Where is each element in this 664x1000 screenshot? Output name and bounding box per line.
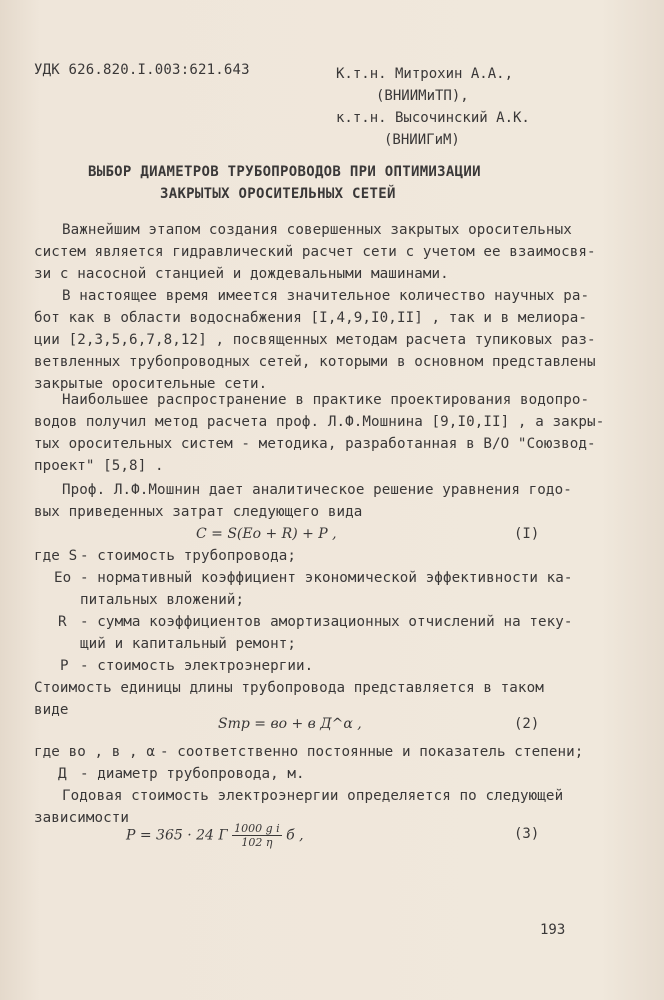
where-text: - диаметр трубопровода, м.	[80, 766, 305, 782]
where-symbol: R	[58, 614, 67, 630]
author-1-org: (ВНИИМиТП),	[376, 88, 469, 104]
author-2-org: (ВНИИГиМ)	[384, 132, 460, 148]
body-line: ветвленных трубопроводных сетей, которыми в основном представлены	[34, 354, 596, 370]
body-line: тых оросительных систем - методика, разработанная в В/О "Союзвод-	[34, 436, 596, 452]
where-text: - стоимость трубопровода;	[80, 548, 297, 564]
equation-3-right: б ,	[286, 827, 304, 844]
body-line: В настоящее время имеется значительное количество научных ра-	[62, 288, 590, 304]
equation-3-fraction	[232, 822, 282, 849]
equation-3-number: (3)	[514, 826, 540, 842]
equation-3-numerator: 1000 g i	[234, 822, 280, 835]
article-title-line-1: ВЫБОР ДИАМЕТРОВ ТРУБОПРОВОДОВ ПРИ ОПТИМИЗАЦИИ	[88, 164, 481, 180]
equation-2: Sтр = во + в Д^α ,	[218, 716, 362, 732]
where-text: питальных вложений;	[80, 592, 245, 608]
body-line: закрытые оросительные сети.	[34, 376, 268, 392]
author-2-name: к.т.н. Высочинский А.К.	[336, 110, 530, 126]
equation-3-left: P = 365 · 24 Г	[126, 827, 228, 844]
equation-1-number: (I)	[514, 526, 540, 542]
body-line: виде	[34, 702, 69, 718]
body-line: Наибольшее распространение в практике проектирования водопро-	[62, 392, 590, 408]
where-symbol: P	[60, 658, 69, 674]
equation-3-denominator: 102 η	[241, 836, 273, 849]
where-text: - сумма коэффициентов амортизационных отчислений на теку-	[80, 614, 573, 630]
author-1-name: К.т.н. Митрохин А.А.,	[336, 66, 514, 82]
where-symbol: Eo	[54, 570, 72, 586]
equation-2-number: (2)	[514, 716, 540, 732]
where-text: - стоимость электроэнергии.	[80, 658, 314, 674]
where-symbol: где во , в , α	[34, 744, 155, 760]
where-text: - нормативный коэффициент экономической эффективности ка-	[80, 570, 573, 586]
body-line: бот как в области водоснабжения [I,4,9,I0,II] , так и в мелиора-	[34, 310, 588, 326]
body-line: Стоимость единицы длины трубопровода представляется в таком	[34, 680, 544, 696]
body-line: Важнейшим этапом создания совершенных закрытых оросительных	[62, 222, 572, 238]
equation-3	[126, 822, 304, 849]
equation-1: C = S(Eo + R) + P ,	[196, 526, 337, 542]
body-line: водов получил метод расчета проф. Л.Ф.Мошнина [9,I0,II] , а закры-	[34, 414, 605, 430]
article-title-line-2: ЗАКРЫТЫХ ОРОСИТЕЛЬНЫХ СЕТЕЙ	[160, 186, 396, 202]
body-line: вых приведенных затрат следующего вида	[34, 504, 363, 520]
where-symbol: где S	[34, 548, 78, 564]
where-text: щий и капитальный ремонт;	[80, 636, 297, 652]
udk-code: УДК 626.820.I.003:621.643	[34, 62, 250, 78]
body-line: ции [2,3,5,6,7,8,12] , посвященных методам расчета тупиковых раз-	[34, 332, 596, 348]
where-symbol: Д	[58, 766, 67, 782]
page-number: 193	[540, 922, 566, 938]
body-line: Проф. Л.Ф.Мошнин дает аналитическое решение уравнения годо-	[62, 482, 572, 498]
body-line: зависимости	[34, 810, 130, 826]
body-line: проект" [5,8] .	[34, 458, 164, 474]
body-line: систем является гидравлический расчет сети с учетом ее взаимосвя-	[34, 244, 596, 260]
body-line: Годовая стоимость электроэнергии определяется по следующей	[62, 788, 564, 804]
body-line: зи с насосной станцией и дождевальными машинами.	[34, 266, 449, 282]
where-text: - соответственно постоянные и показатель степени;	[160, 744, 584, 760]
